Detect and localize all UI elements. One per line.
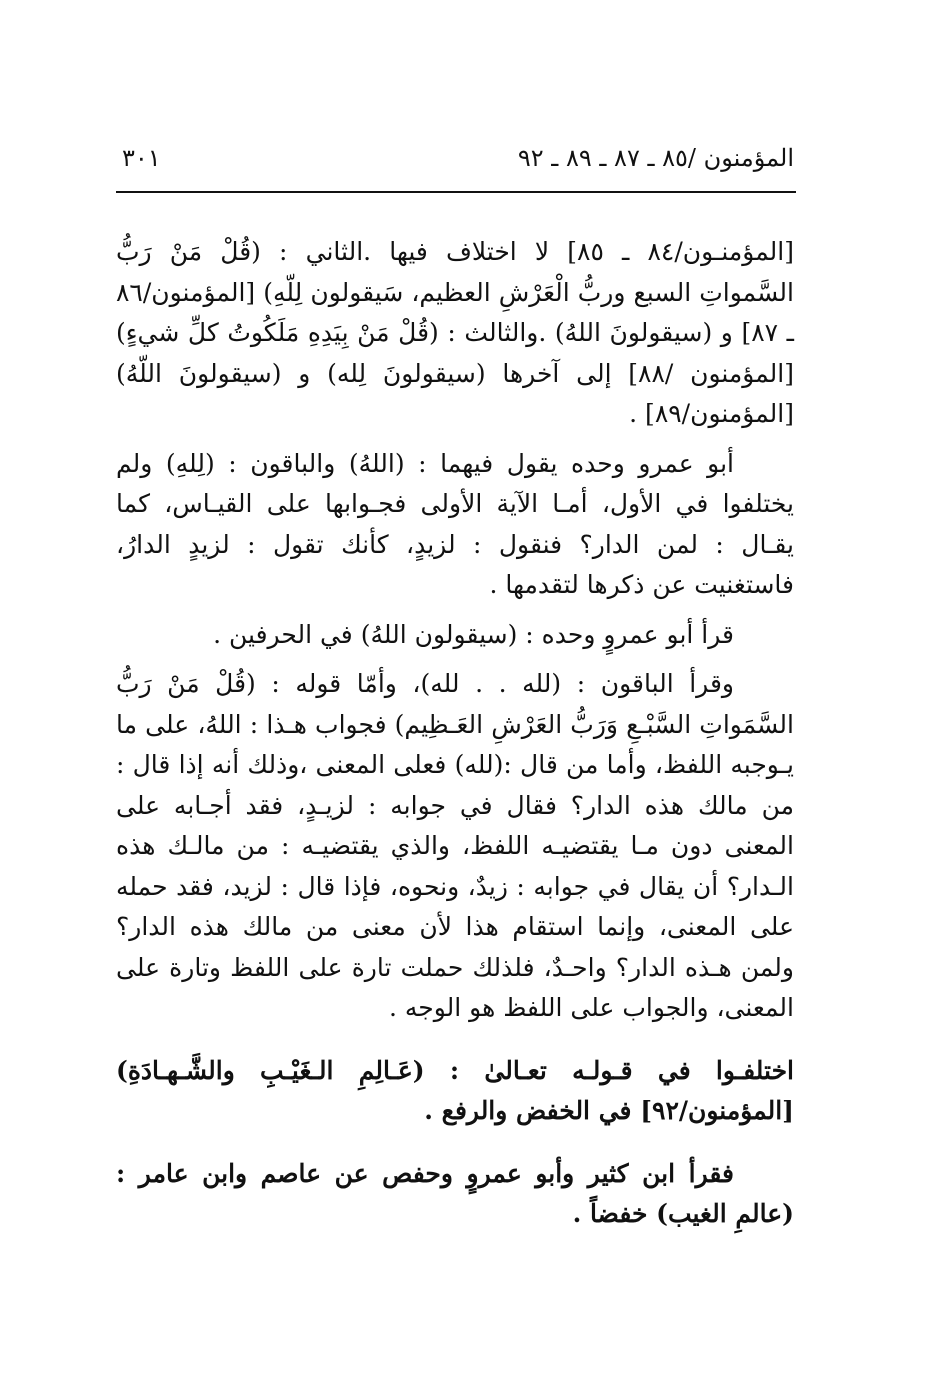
paragraph-others-reading: وقرأ الباقون : (لله . . لله)، وأمّا قوله : (قُلْ مَنْ رَبُّ السَّمَواتِ السَّبْـعِ وَرَبُّ العَرْشِ العَـظِيم) فجواب هـذا : اللهُ، على ما يـوجبه اللفظ، وأما من قال :(لله) فعلى المعنى ،وذلك أنه إذا قال : من مالك هذه الدار؟ فقال في جوابه : لزيـدٍ، فقد أجـابه على المعنى دون مـا يقتضيـه اللفظ، والذي يقتضيـه : من مالـك هذه الـدار؟ أن يقال في جوابه : زيدٌ، ونحوه، فإذا قال : لزيد، فقد حمله على المعنى، وإنما استقام هذا لأن معنى من مالك هذه الدار؟ ولمن هـذه الدار؟ واحـدٌ، فلذلك حملت تارة على اللفظ وتارة على المعنى، والجواب على اللفظ هو الوجه . (116, 669, 794, 1022)
paragraph-abu-amr-reading: أبو عمرو وحده يقول فيهما : (اللهُ) والباقون : (لِلهِ) ولم يختلفوا في الأول، أمـا الآية الأولى فجـوابها على القيـاس، كما يقـال : لمن الدار؟ فنقول : لزيدٍ، كأنك تقول : لزيدٍ الدارُ، فاستغنيت عن ذكرها لتقدمها . (116, 448, 794, 599)
running-header (118, 140, 794, 180)
paragraph-ibn-kathir-reading: فقرأ ابن كثير وأبو عمروٍ وحفص عن عاصم وابن عامر : (عالمِ الغيب) خفضاً . (116, 1158, 794, 1228)
paragraph-verses-84-89: [المؤمنـون/٨٤ ـ ٨٥] لا اختلاف فيها .الثاني : (قُلْ مَنْ رَبُّ السَّمواتِ السبع وربُّ الْعَرْشِ العظيم، سَيقولون لِلّهِ) [المؤمنون/٨٦ ـ ٨٧] و (سيقولونَ اللهُ) .والثالث : (قُلْ مَنْ بِيَدِهِ مَلَكُوتُ كلِّ شيءٍ)[المؤمنون /٨٨] إلى آخرها (سيقولونَ لِله) و (سيقولونَ اللّهُ) [المؤمنون/٨٩] . (116, 237, 794, 428)
paragraph-disagreement-heading: اختلفـوا في قـولـه تعـالىٰ : (عَـالِمِ الـغَيْـبِ والشَّـهـادَةِ) [المؤمنون/٩٢] في الخفض والرفع . (116, 1055, 794, 1125)
body-text (116, 232, 794, 1235)
header-title: المؤمنون /٨٥ ـ ٨٧ ـ ٨٩ ـ ٩٢ (517, 144, 794, 172)
page-number: ٣٠١ (122, 144, 161, 172)
header-rule (116, 191, 796, 193)
paragraph-abu-amr-alone: قرأ أبو عمروٍ وحده : (سيقولون اللهُ) في الحرفين . (213, 619, 734, 649)
